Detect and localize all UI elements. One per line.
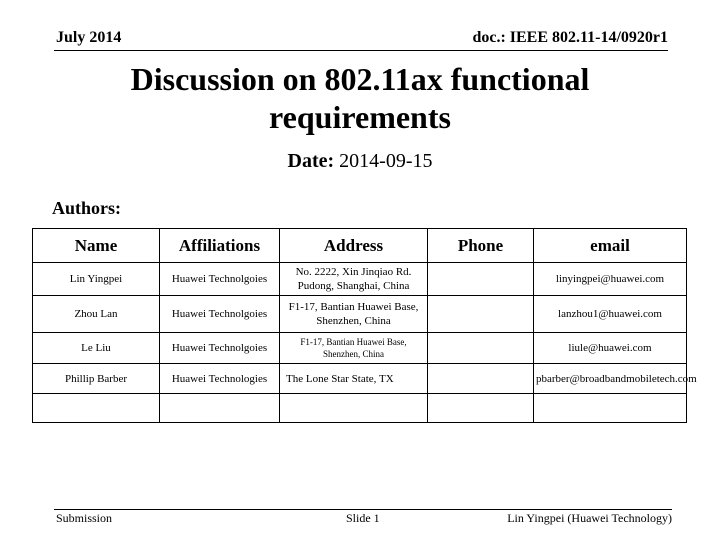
author-name [33,394,160,423]
footer-author: Lin Yingpei (Huawei Technology) [507,511,672,525]
footer-slide-number: Slide 1 [346,511,380,525]
author-phone [428,364,534,394]
slide-title [0,60,720,136]
footer-submission: Submission [56,511,113,525]
date-line [0,150,720,173]
author-name: Le Liu [33,333,160,364]
table-row [33,263,687,296]
authors-table [32,228,697,423]
table-header-row [33,229,687,263]
author-phone [428,296,534,333]
slide-title-line2: requirements [269,99,451,135]
author-email: liule@huawei.com [534,333,687,364]
table-row [33,296,687,333]
author-email [534,394,687,423]
column-header-phone: Phone [428,229,534,263]
author-email: linyingpei@huawei.com [534,263,687,296]
author-email: pbarber@broadbandmobiletech.com [534,364,687,394]
table-row [33,364,687,394]
column-header-affiliations: Affiliations [160,229,280,263]
author-phone [428,333,534,364]
header-date: July 2014 [56,29,122,46]
date-value: 2014-09-15 [339,150,433,172]
author-name: Lin Yingpei [33,263,160,296]
author-address [280,394,428,423]
column-header-email: email [534,229,687,263]
author-phone [428,394,534,423]
column-header-name: Name [33,229,160,263]
author-email: lanzhou1@huawei.com [534,296,687,333]
author-address: The Lone Star State, TX [280,364,428,394]
author-address: No. 2222, Xin Jinqiao Rd. Pudong, Shanghai, China [280,263,428,296]
author-name: Zhou Lan [33,296,160,333]
author-affiliation: Huawei Technologies [160,364,280,394]
author-affiliation: Huawei Technolgoies [160,263,280,296]
author-affiliation: Huawei Technolgoies [160,333,280,364]
header-divider [54,50,668,51]
header-doc-id: doc.: IEEE 802.11-14/0920r1 [472,29,668,46]
author-affiliation: Huawei Technolgoies [160,296,280,333]
author-affiliation [160,394,280,423]
footer-divider [54,509,672,510]
author-name: Phillip Barber [33,364,160,394]
table-row [33,333,687,364]
date-label: Date: [287,150,335,172]
author-address: F1-17, Bantian Huawei Base, Shenzhen, China [280,333,428,364]
table-row [33,394,687,423]
slide-title-line1: Discussion on 802.11ax functional [130,61,590,97]
column-header-address: Address [280,229,428,263]
authors-heading: Authors: [52,198,122,218]
author-phone [428,263,534,296]
author-address: F1-17, Bantian Huawei Base, Shenzhen, China [280,296,428,333]
